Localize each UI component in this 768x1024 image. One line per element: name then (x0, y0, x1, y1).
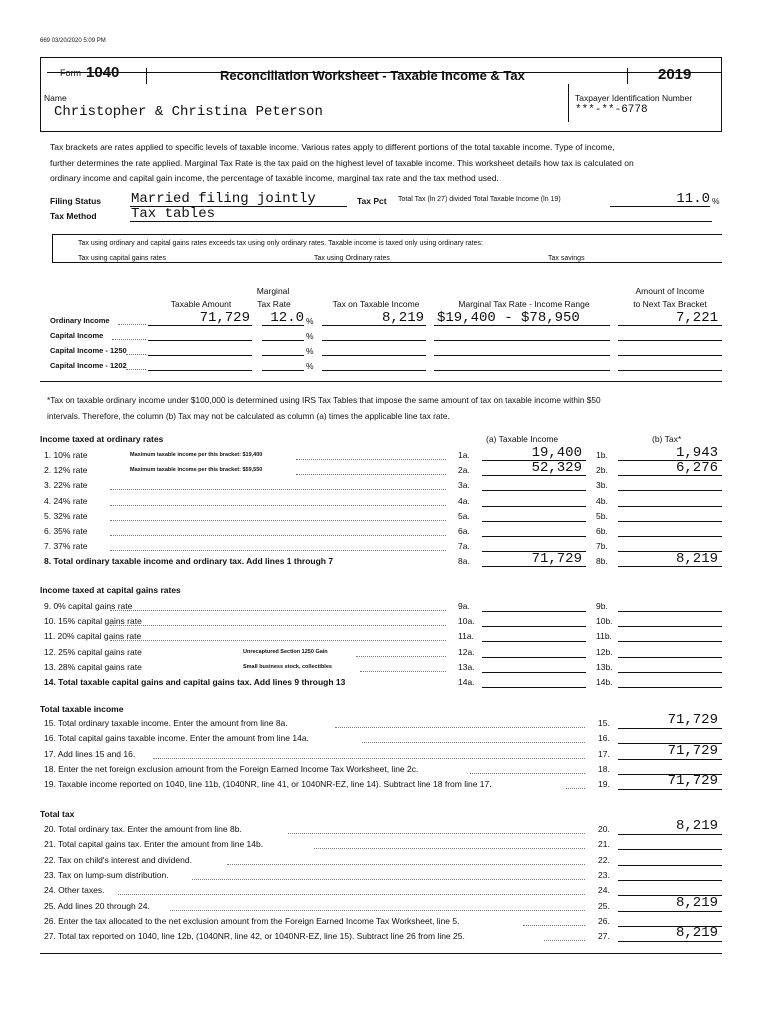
line-text: 19. Taxable income reported on 1040, line 11b, (1040NR, line 41, or 1040NR-EZ, line 14). Subtract line 18 from line 17. (44, 779, 492, 790)
taxable-amount-header: Taxable Amount (170, 299, 232, 309)
form-label: Form (60, 68, 81, 78)
savings-box-line: Tax using ordinary and capital gains rates exceeds tax using only ordinary rates. Taxable income is taxed only using ordinary rates: (78, 240, 483, 247)
line-value: 8,219 (675, 925, 718, 942)
amount-of-income-header: Amount of Income (635, 286, 705, 296)
line-number: 15. (598, 718, 610, 728)
column-a-header: (a) Taxable Income (486, 434, 559, 444)
line-text: 12. 25% capital gains rate (44, 646, 142, 657)
name-label: Name (44, 93, 67, 103)
line-value-rule (618, 865, 722, 866)
line-text: 9. 0% capital gains rate (44, 601, 133, 611)
line-text: 14. Total taxable capital gains and capital gains tax. Add lines 9 through 13 (44, 677, 346, 687)
rate-row-leader (118, 324, 146, 325)
line-value-b-rule (618, 521, 722, 522)
rate-row-label: Ordinary Income (50, 316, 110, 325)
line-number-a: 1a. (458, 450, 470, 460)
line-number-a: 13a. (458, 661, 475, 672)
line-value-b-rule (618, 672, 722, 673)
line-text: 10. 15% capital gains rate (44, 616, 142, 627)
line-note: Unrecaptured Section 1250 Gain (243, 648, 328, 655)
line-leader (566, 788, 585, 789)
line-number-b: 14b. (596, 677, 613, 687)
line-value-rule (618, 941, 722, 942)
line-number: 19. (598, 779, 610, 790)
total-tax-heading: Total tax (40, 809, 75, 819)
line-value-b-rule (618, 490, 722, 491)
line-number-b: 12b. (596, 646, 613, 657)
line-value-b: 1,943 (675, 445, 718, 461)
rate-row-next-line (618, 355, 722, 356)
rate-row-percent: % (306, 316, 314, 326)
line-value: 8,219 (675, 894, 718, 911)
tax-pct-label: Tax Pct (357, 196, 387, 206)
line-value-b-rule (618, 626, 722, 627)
rate-row-tax-line (322, 340, 426, 341)
line-text: 20. Total ordinary tax. Enter the amount from line 8b. (44, 824, 242, 834)
total-income-heading: Total taxable income (40, 704, 124, 714)
print-stamp: 669 03/20/2020 5:09 PM (40, 38, 106, 44)
line-number-a: 9a. (458, 601, 470, 611)
line-value-rule (618, 789, 722, 790)
line-value-a-rule (482, 687, 586, 688)
line-value: 71,729 (667, 742, 718, 759)
tax-rate-header: Tax Rate (257, 299, 291, 309)
line-value-a-rule (482, 475, 586, 476)
line-leader (110, 550, 446, 551)
tax-pct-value: 11.0 (676, 191, 710, 207)
filing-status-label: Filing Status (50, 196, 101, 206)
rate-row-tax-line (322, 355, 426, 356)
line-number-a: 5a. (458, 510, 470, 521)
line-leader (335, 727, 585, 728)
line-value-rule (618, 849, 722, 850)
line-number: 18. (598, 763, 610, 774)
tax-method-label: Tax Method (50, 211, 97, 221)
rate-row-amount-line (148, 355, 252, 356)
line-value-a-rule (482, 536, 586, 537)
line-number: 24. (598, 885, 610, 896)
line-text: 16. Total capital gains taxable income. Enter the amount from line 14a. (44, 733, 309, 744)
line-number-b: 9b. (596, 601, 608, 611)
line-value-a-rule (482, 521, 586, 522)
line-value-a-rule (482, 641, 586, 642)
line-leader (110, 610, 446, 611)
ordinary-heading: Income taxed at ordinary rates (40, 434, 164, 444)
line-number-a: 3a. (458, 480, 470, 491)
line-value-rule (618, 911, 722, 912)
line-value-rule (618, 759, 722, 760)
line-value-a-rule (482, 490, 586, 491)
line-value: 71,729 (667, 773, 718, 790)
line-value-a-rule (482, 672, 586, 673)
section-divider (40, 381, 722, 382)
line-number: 22. (598, 854, 610, 865)
line-text: 8. Total ordinary taxable income and ordinary tax. Add lines 1 through 7 (44, 556, 334, 567)
to-next-bracket-header: to Next Tax Bracket (633, 299, 707, 309)
line-number: 16. (598, 733, 610, 744)
line-value-b-rule (618, 566, 722, 567)
line-leader (110, 520, 446, 521)
line-value-rule (618, 728, 722, 729)
line-value-a-rule (482, 657, 586, 658)
tax-pct-line (610, 206, 710, 207)
rate-row-rate-line (262, 325, 304, 326)
line-value-rule (618, 834, 722, 835)
savings-capital-gains-label: Tax using capital gains rates (78, 255, 166, 262)
line-text: 13. 28% capital gains rate (44, 661, 142, 672)
line-number-b: 3b. (596, 480, 608, 491)
capital-heading: Income taxed at capital gains rates (40, 585, 181, 595)
line-number: 25. (598, 900, 610, 911)
line-number-b: 2b. (596, 465, 608, 476)
rate-row-amount: 71,729 (199, 310, 250, 326)
line-number: 23. (598, 869, 610, 880)
line-text: 22. Tax on child's interest and dividend. (44, 854, 192, 865)
rate-row-rate-line (262, 355, 304, 356)
line-number: 17. (598, 748, 610, 759)
line-text: 7. 37% rate (44, 541, 88, 552)
line-number: 26. (598, 915, 610, 926)
line-number-b: 6b. (596, 526, 608, 536)
line-number-b: 7b. (596, 541, 608, 552)
line-number-b: 10b. (596, 616, 613, 627)
line-number-a: 12a. (458, 646, 475, 657)
line-number-a: 14a. (458, 677, 475, 687)
line-number: 21. (598, 839, 610, 850)
header-separator-left (146, 68, 147, 84)
line-value-a-rule (482, 626, 586, 627)
rate-row-rate: 12.0 (270, 310, 304, 326)
line-value-a-rule (482, 506, 586, 507)
line-leader (296, 459, 446, 460)
line-text: 17. Add lines 15 and 16. (44, 748, 136, 759)
rate-row-rate-line (262, 340, 304, 341)
line-text: 18. Enter the net foreign exclusion amount from the Foreign Earned Income Tax Worksheet, line 2c. (44, 763, 419, 774)
tax-pct-description: Total Tax (ln 27) divided Total Taxable Income (ln 19) (398, 196, 561, 203)
line-number-a: 8a. (458, 556, 470, 567)
savings-ordinary-label: Tax using Ordinary rates (314, 255, 390, 262)
line-text: 1. 10% rate (44, 450, 88, 460)
line-text: 11. 20% capital gains rate (44, 631, 142, 642)
line-text: 5. 32% rate (44, 510, 88, 521)
line-note: Maximum taxable income per this bracket: $19,400 (130, 452, 263, 458)
line-value-a-rule (482, 566, 586, 567)
line-value-b-rule (618, 657, 722, 658)
rate-row-percent: % (306, 346, 314, 356)
line-value-a-rule (482, 611, 586, 612)
line-number-b: 8b. (596, 556, 608, 567)
filing-status-value: Married filing jointly (131, 191, 316, 207)
tax-method-value: Tax tables (131, 206, 216, 222)
line-text: 2. 12% rate (44, 465, 88, 476)
line-number-b: 1b. (596, 450, 608, 460)
line-leader (470, 773, 585, 774)
line-value-b-rule (618, 611, 722, 612)
line-text: 4. 24% rate (44, 495, 88, 506)
line-number: 20. (598, 824, 610, 834)
line-leader (153, 758, 585, 759)
line-leader (356, 656, 446, 657)
line-value-b: 6,276 (675, 460, 718, 477)
line-leader (170, 910, 585, 911)
line-text: 23. Tax on lump-sum distribution. (44, 869, 169, 880)
tax-method-line (130, 221, 712, 222)
rate-row-amount-line (148, 340, 252, 341)
line-note: Maximum taxable income per this bracket: $59,550 (130, 467, 263, 474)
tax-year: 2019 (658, 66, 692, 83)
line-leader (118, 894, 585, 895)
line-text: 3. 22% rate (44, 480, 88, 491)
line-value-a: 71,729 (531, 551, 582, 568)
rate-row-leader (112, 339, 146, 340)
line-text: 26. Enter the tax allocated to the net exclusion amount from the Foreign Earned Income Tax Worksheet, line 5. (44, 915, 460, 926)
rate-row-percent: % (306, 361, 314, 371)
line-note: Small business stock, collectibles (243, 663, 332, 670)
rate-row-tax: 8,219 (381, 310, 424, 326)
line-value-a: 52,329 (531, 460, 582, 477)
line-value-b: 8,219 (675, 551, 718, 568)
line-value: 71,729 (667, 712, 718, 728)
line-number-a: 6a. (458, 526, 470, 536)
rate-row-next-line (618, 340, 722, 341)
line-text: 24. Other taxes. (44, 885, 105, 896)
line-value-b-rule (618, 475, 722, 476)
line-leader (362, 742, 585, 743)
rate-row-amount-line (148, 325, 252, 326)
line-leader (110, 535, 446, 536)
line-number-b: 5b. (596, 510, 608, 521)
line-leader (110, 489, 446, 490)
rate-row-label: Capital Income - 1250 (50, 346, 127, 355)
worksheet-title: Reconciliation Worksheet - Taxable Income & Tax (220, 68, 525, 83)
tax-on-income-header: Tax on Taxable Income (332, 299, 420, 309)
line-number-a: 2a. (458, 465, 470, 476)
line-text: 15. Total ordinary taxable income. Enter the amount from line 8a. (44, 718, 288, 728)
line-number-b: 13b. (596, 661, 613, 672)
rate-row-range-line (434, 325, 610, 326)
line-value-b-rule (618, 506, 722, 507)
line-value-b-rule (618, 536, 722, 537)
line-value-a: 19,400 (531, 445, 582, 461)
rate-row-tax-line (322, 325, 426, 326)
line-leader (314, 848, 585, 849)
line-number-a: 11a. (458, 631, 474, 642)
rate-row-leader (126, 354, 146, 355)
taxpayer-name: Christopher & Christina Peterson (54, 104, 323, 120)
rate-row-next: 7,221 (675, 310, 718, 326)
line-number-a: 4a. (458, 495, 470, 506)
footnote: *Tax on taxable ordinary income under $100,000 is determined using IRS Tax Tables that impose the same amount of tax on taxable income within $50 intervals. Therefore, the column (b) Tax may not be calculated as column (a) times the applicable line tax rate. (47, 395, 601, 421)
tax-pct-sign: % (712, 196, 720, 206)
tin-label: Taxpayer Identification Number (575, 93, 693, 103)
rate-row-percent: % (306, 331, 314, 341)
intro-text: Tax brackets are rates applied to specific levels of taxable income. Various rates apply to different portions of the total taxable income. Type of income, further determines the rate applied. Marginal Tax Rate is the tax paid on the highest level of taxable income. This worksheet details how tax is calculated on ordinary income and capital gain income, the percentage of taxable income, marginal tax rate and the tax method used. (50, 142, 634, 183)
line-leader (296, 474, 446, 475)
line-leader (227, 864, 585, 865)
line-text: 21. Total capital gains tax. Enter the amount from line 14b. (44, 839, 264, 850)
bottom-rule (40, 953, 722, 954)
line-leader (192, 879, 585, 880)
column-b-header: (b) Tax* (652, 434, 682, 444)
header-separator-right (627, 68, 628, 84)
line-text: 25. Add lines 20 through 24. (44, 900, 150, 911)
rate-row-range-line (434, 355, 610, 356)
line-value-b-rule (618, 641, 722, 642)
rate-row-label: Capital Income (50, 331, 104, 340)
savings-label: Tax savings (548, 255, 585, 262)
line-leader (360, 671, 446, 672)
form-number: 1040 (86, 64, 120, 81)
rate-row-next-line (618, 325, 722, 326)
line-text: 27. Total tax reported on 1040, line 12b, (1040NR, line 42, or 1040NR-EZ, line 15). Subtract line 26 from line 25. (44, 931, 465, 942)
tin-value: ***-**-6778 (575, 104, 648, 116)
line-number-b: 11b. (596, 631, 612, 642)
line-leader (544, 940, 585, 941)
tin-separator (568, 84, 569, 122)
rate-row-next-line (618, 370, 722, 371)
rate-row-label: Capital Income - 1202 (50, 361, 127, 370)
rate-row-range-line (434, 370, 610, 371)
line-number-a: 7a. (458, 541, 470, 552)
line-leader (110, 505, 446, 506)
line-value-rule (618, 880, 722, 881)
rate-row-range: $19,400 - $78,950 (437, 310, 580, 326)
rate-row-rate-line (262, 370, 304, 371)
rate-row-leader (126, 369, 146, 370)
income-range-header: Marginal Tax Rate - Income Range (458, 299, 590, 309)
line-leader (288, 833, 585, 834)
line-number-b: 4b. (596, 495, 608, 506)
rate-row-tax-line (322, 370, 426, 371)
line-text: 6. 35% rate (44, 526, 88, 536)
line-number: 27. (598, 931, 610, 942)
line-number-a: 10a. (458, 616, 475, 627)
line-leader (110, 625, 446, 626)
line-value: 8,219 (675, 818, 718, 834)
marginal-header: Marginal (256, 286, 290, 296)
line-leader (523, 925, 586, 926)
rate-row-range-line (434, 340, 610, 341)
line-leader (110, 640, 446, 641)
rate-row-amount-line (148, 370, 252, 371)
line-value-b-rule (618, 687, 722, 688)
